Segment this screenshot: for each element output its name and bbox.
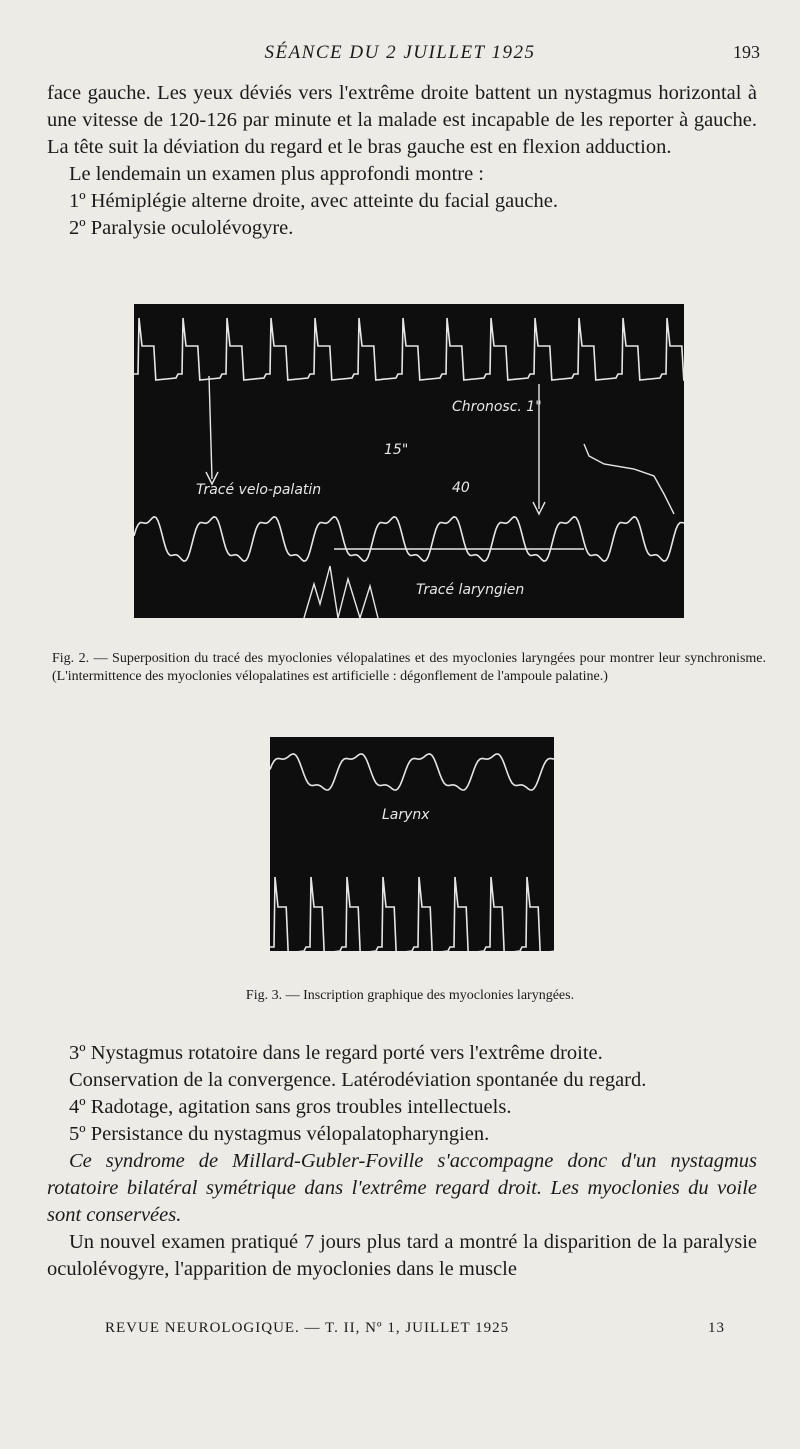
velopalatine-trace <box>134 517 684 561</box>
count-label: 40 <box>452 480 470 496</box>
list-item-1: 1º Hémiplégie alterne droite, avec atteinte du facial gauche. <box>69 190 559 212</box>
arrow-velo <box>209 376 212 479</box>
running-title: SÉANCE DU 2 JUILLET 1925 <box>264 42 536 63</box>
figure-2-caption: Fig. 2. — Superposition du tracé des myoclonies vélopalatines et des myoclonies laryngées pour montrer leur synchronisme. (L'intermittence des myoclonies vélopalatines est artificielle : dégonflement de l'ampoule palatine.) <box>52 651 766 684</box>
list-item-2: 2º Paralysie oculolévogyre. <box>69 217 294 239</box>
seconds-label: 15" <box>384 442 409 458</box>
signature-number: 13 <box>708 1320 725 1336</box>
text-block-top <box>47 80 757 242</box>
figure-2-traces <box>134 304 684 618</box>
text-block-bottom <box>47 1040 757 1283</box>
chronosc-label: Chronosc. 1" <box>452 399 542 415</box>
list-item-3: 3º Nystagmus rotatoire dans le regard porté vers l'extrême droite. <box>69 1042 603 1064</box>
figure-3-caption: Fig. 3. — Inscription graphique des myoclonies laryngées. <box>245 988 575 1003</box>
paragraph-5: Un nouvel examen pratiqué 7 jours plus tard a montré la disparition de la paralysie oculolévogyre, l'apparition de myoclonies dans le muscle <box>47 1231 757 1280</box>
larynx-trace <box>270 754 554 790</box>
chronograph-trace-2 <box>270 877 554 951</box>
paragraph-4: Ce syndrome de Millard-Gubler-Foville s'accompagne donc d'un nystagmus rotatoire bilatéral symétrique dans l'extrême regard droit. Les myoclonies du voile sont conservées. <box>47 1150 757 1226</box>
list-item-5: 5º Persistance du nystagmus vélopalatopharyngien. <box>69 1123 490 1145</box>
page-footer <box>105 1320 725 1342</box>
paragraph-3: Conservation de la convergence. Latérodéviation spontanée du regard. <box>69 1069 647 1091</box>
list-item-4: 4º Radotage, agitation sans gros troubles intellectuels. <box>69 1096 512 1118</box>
figure-3-plate <box>270 737 554 951</box>
page-number: 193 <box>733 42 760 62</box>
paragraph-1: face gauche. Les yeux déviés vers l'extrême droite battent un nystagmus horizontal à une vitesse de 120-126 par minute et la malade est incapable de les reporter à gauche. La tête suit la déviation du regard et le bras gauche est en flexion adduction. <box>47 82 757 158</box>
laryngien-label: Tracé laryngien <box>416 582 525 598</box>
paragraph-2: Le lendemain un examen plus approfondi montre : <box>69 163 485 185</box>
figure-3-traces <box>270 737 554 951</box>
journal-line: REVUE NEUROLOGIQUE. — T. II, Nº 1, JUILLET 1925 <box>105 1320 510 1336</box>
figure-2-plate <box>134 304 684 618</box>
chronograph-trace <box>134 318 684 380</box>
page-header <box>0 42 800 68</box>
laryngeal-trace <box>304 566 378 618</box>
timer-trace <box>584 444 674 514</box>
larynx-label: Larynx <box>382 807 430 823</box>
velo-label: Tracé velo-palatin <box>196 482 322 498</box>
